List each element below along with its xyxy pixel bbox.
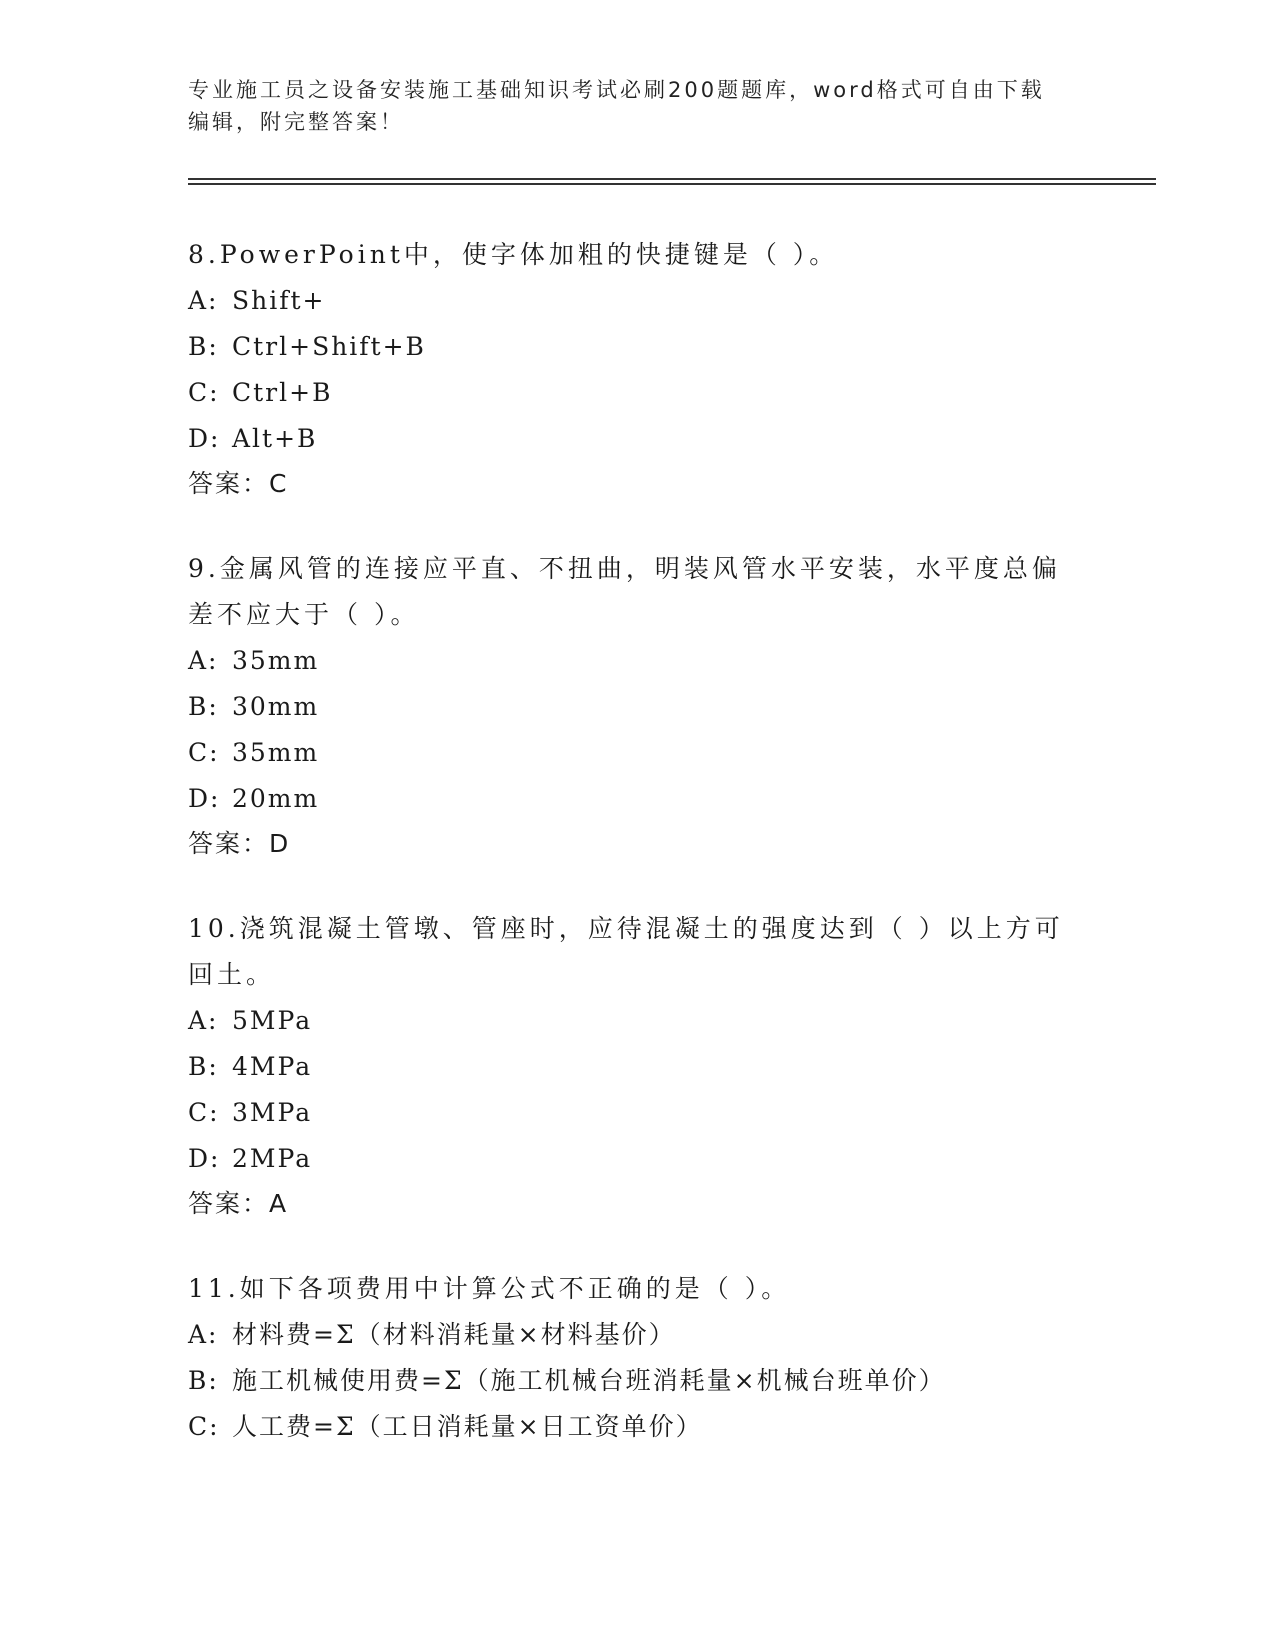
option-d xyxy=(188,776,1068,822)
question-list xyxy=(188,232,1068,1490)
option-text: 3MPa xyxy=(232,1098,313,1127)
option-text: 30mm xyxy=(232,692,320,721)
option-letter: D: xyxy=(188,424,221,453)
option-b xyxy=(188,684,1068,730)
question-stem: 8.PowerPoint中，使字体加粗的快捷键是（ ）。 xyxy=(188,240,839,269)
question-stem: 10.浇筑混凝土管墩、管座时，应待混凝土的强度达到（ ）以上方可回土。 xyxy=(188,914,1064,989)
option-text: 4MPa xyxy=(232,1052,313,1081)
option-a xyxy=(188,278,1068,324)
option-text: 5MPa xyxy=(232,1006,313,1035)
option-c xyxy=(188,730,1068,776)
option-b xyxy=(188,1044,1068,1090)
answer-line: 答案：A xyxy=(188,1189,289,1218)
question-stem: 11.如下各项费用中计算公式不正确的是（ ）。 xyxy=(188,1274,791,1303)
question-11 xyxy=(188,1266,1068,1450)
option-text: 2MPa xyxy=(232,1144,313,1173)
option-letter: C: xyxy=(188,1098,220,1127)
option-letter: A: xyxy=(188,1320,219,1349)
option-text: Ctrl+B xyxy=(232,378,333,407)
header-line-1: 专业施工员之设备安装施工基础知识考试必刷200题题库，word格式可自由下载 xyxy=(188,78,1045,102)
option-letter: D: xyxy=(188,784,221,813)
option-letter: A: xyxy=(188,1006,219,1035)
header-divider-top xyxy=(188,178,1156,180)
question-10 xyxy=(188,906,1068,1226)
option-text: 材料费=Σ（材料消耗量×材料基价） xyxy=(232,1320,676,1349)
option-letter: A: xyxy=(188,646,219,675)
option-text: 35mm xyxy=(232,738,320,767)
option-b xyxy=(188,1358,1068,1404)
option-letter: B: xyxy=(188,692,219,721)
option-d xyxy=(188,1136,1068,1182)
option-text: 20mm xyxy=(232,784,320,813)
document-header xyxy=(188,74,1088,138)
option-letter: B: xyxy=(188,332,219,361)
answer-line: 答案：C xyxy=(188,469,289,498)
option-b xyxy=(188,324,1068,370)
option-letter: A: xyxy=(188,286,219,315)
option-text: 35mm xyxy=(232,646,320,675)
option-text: Alt+B xyxy=(232,424,318,453)
option-letter: C: xyxy=(188,378,220,407)
header-divider-bottom xyxy=(188,183,1156,185)
option-a xyxy=(188,638,1068,684)
option-c xyxy=(188,370,1068,416)
question-9 xyxy=(188,546,1068,866)
option-c xyxy=(188,1090,1068,1136)
option-d xyxy=(188,416,1068,462)
answer-line: 答案：D xyxy=(188,829,291,858)
option-text: 人工费=Σ（工日消耗量×日工资单价） xyxy=(232,1412,703,1441)
option-a xyxy=(188,1312,1068,1358)
option-c xyxy=(188,1404,1068,1450)
header-line-2: 编辑，附完整答案！ xyxy=(188,110,404,134)
option-letter: D: xyxy=(188,1144,221,1173)
option-letter: C: xyxy=(188,1412,220,1441)
option-a xyxy=(188,998,1068,1044)
option-letter: C: xyxy=(188,738,220,767)
option-text: Shift+ xyxy=(232,286,326,315)
option-text: Ctrl+Shift+B xyxy=(232,332,426,361)
option-text: 施工机械使用费=Σ（施工机械台班消耗量×机械台班单价） xyxy=(232,1366,946,1395)
question-8 xyxy=(188,232,1068,506)
option-letter: B: xyxy=(188,1052,219,1081)
option-letter: B: xyxy=(188,1366,219,1395)
question-stem: 9.金属风管的连接应平直、不扭曲，明装风管水平安装，水平度总偏差不应大于（ ）。 xyxy=(188,554,1061,629)
